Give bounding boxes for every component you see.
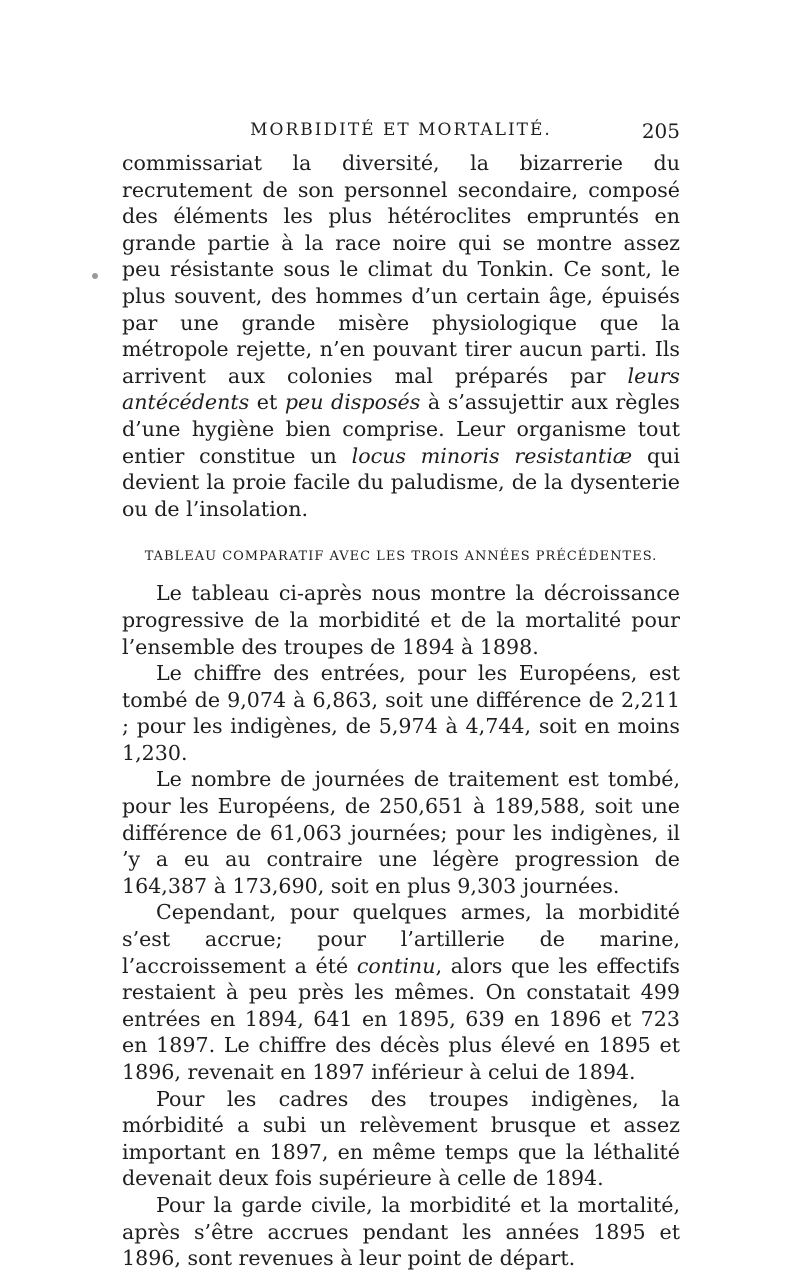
text-run: , alors que les effectifs restaient à peu près les mêmes. On constatait 499 entrées en 1894, 641 en 1895, 639 en 1896 et 723 en 1897. Le chiffre des décès plus élevé en 1895 et 1896, revenait en 1897 inférieur à celui de 1894. bbox=[122, 953, 680, 1084]
paragraph-continuation bbox=[122, 150, 680, 522]
paragraph: Le tableau ci-après nous montre la décroissance progressive de la morbidité et de la mortalité pour l’ensemble des troupes de 1894 à 1898. bbox=[122, 581, 680, 659]
text-run: qui devient la proie facile du paludisme, de la dysenterie ou de l’insolation. bbox=[122, 443, 680, 521]
paragraph: Pour la garde civile, la morbidité et la mortalité, après s’être accrues pendant les années 1895 et 1896, sont revenues à leur point de départ. bbox=[122, 1192, 680, 1271]
page-body bbox=[122, 150, 680, 1272]
paragraph bbox=[122, 899, 680, 1085]
section-heading: TABLEAU COMPARATIF AVEC LES TROIS ANNÉES PRÉCÉDENTES. bbox=[144, 549, 658, 565]
running-head: MORBIDITÉ ET MORTALITÉ. bbox=[250, 120, 552, 140]
italic-text: continu bbox=[356, 953, 436, 978]
text-run: commissariat la diversité, la bizarrerie du recrutement de son personnel secondaire, composé des éléments les plus hétéroclites empruntés en grande partie à la race noire qui se montre assez peu résistante sous le climat du Tonkin. Ce sont, le plus souvent, des hommes d’un certain âge, épuisés par une grande misère physiologique que la métropole rejette, n’en pouvant tirer aucun parti. Ils arrivent aux colonies mal préparés par bbox=[122, 151, 680, 388]
page-header bbox=[122, 116, 680, 146]
italic-text: leurs antécédents bbox=[122, 363, 680, 415]
italic-text: peu disposés bbox=[284, 390, 421, 415]
paragraph: Le chiffre des entrées, pour les Européens, est tombé de 9,074 à 6,863, soit une différence de 2,211 ; pour les indigènes, de 5,974 à 4,744, soit en moins 1,230. bbox=[122, 661, 680, 765]
latin-phrase: locus minoris resistantiæ bbox=[351, 443, 633, 468]
page-number: 205 bbox=[641, 119, 680, 143]
text-run: et bbox=[249, 390, 285, 415]
paragraph: Pour les cadres des troupes indigènes, la mórbidité a subi un relèvement brusque et assez important en 1897, en même temps que la léthalité devenait deux fois supérieure à celle de 1894. bbox=[122, 1086, 680, 1191]
paragraph: Le nombre de journées de traitement est tombé, pour les Européens, de 250,651 à 189,588, soit une différence de 61,063 journées; pour les indigènes, il ’y a eu au contraire une légère progression de 164,387 à 173,690, soit en plus 9,303 journées. bbox=[122, 767, 680, 898]
text-run: à s’assujettir aux règles d’une hygiène bien comprise. Leur organisme tout entier constitue un bbox=[122, 390, 680, 468]
text-run: Cependant, pour quelques armes, la morbidité s’est accrue; pour l’artillerie de marine, l’accroissement a été bbox=[122, 900, 680, 978]
ink-spot bbox=[92, 273, 98, 279]
